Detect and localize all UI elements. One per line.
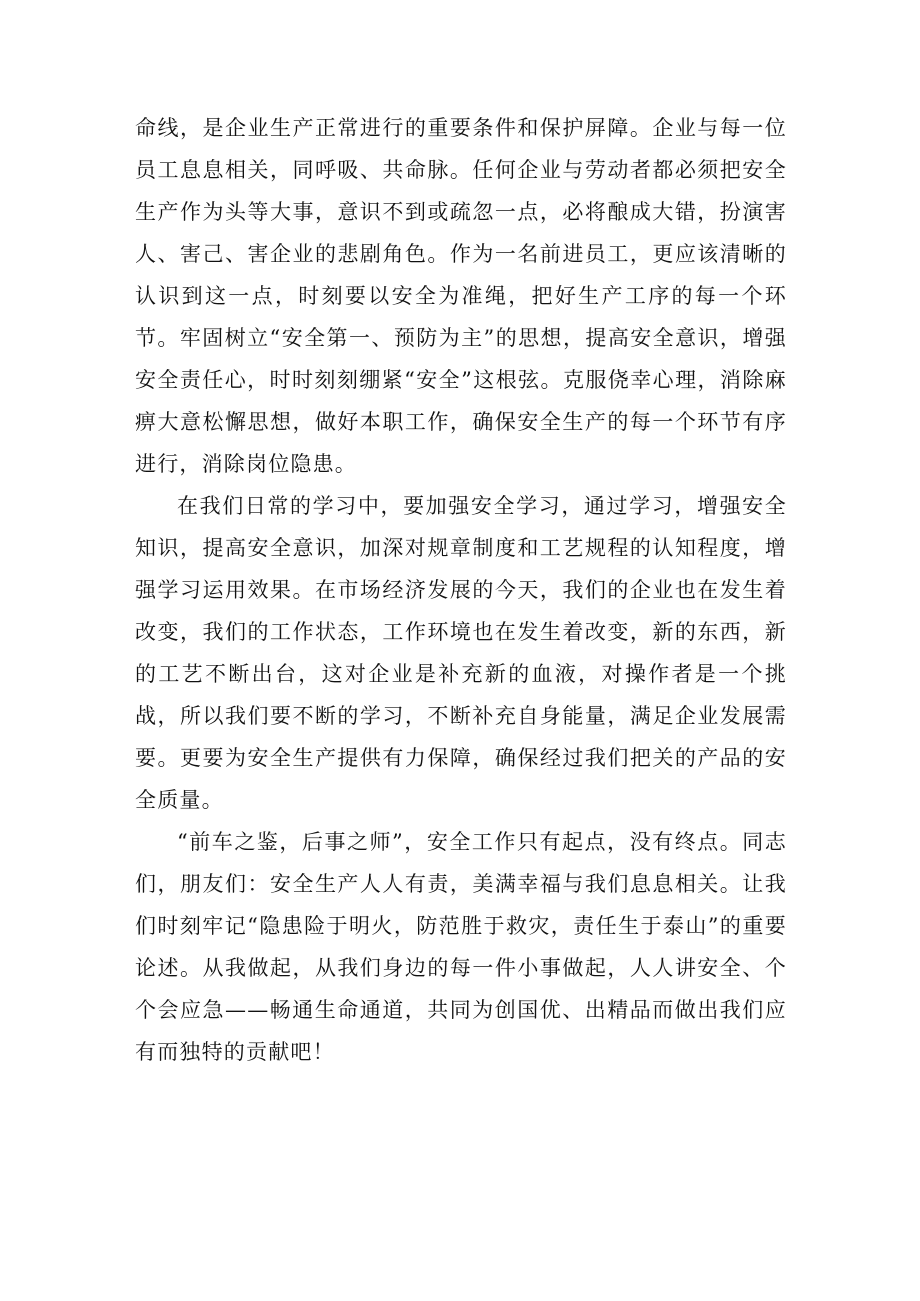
document-body [135, 107, 787, 1073]
paragraph-1: 命线，是企业生产正常进行的重要条件和保护屏障。企业与每一位员工息息相关，同呼吸、共命脉。任何企业与劳动者都必须把安全生产作为头等大事，意识不到或疏忽一点，必将酿成大错，扮演害人、害己、害企业的悲剧角色。作为一名前进员工，更应该清晰的认识到这一点，时刻要以安全为准绳，把好生产工序的每一个环节。牢固树立“安全第一、预防为主”的思想，提高安全意识，增强安全责任心，时时刻刻绷紧“安全”这根弦。克服侥幸心理，消除麻痹大意松懈思想，做好本职工作，确保安全生产的每一个环节有序进行，消除岗位隐患。 [135, 116, 787, 476]
paragraph-3: “前车之鉴，后事之师”，安全工作只有起点，没有终点。同志们，朋友们：安全生产人人有责，美满幸福与我们息息相关。让我们时刻牢记“隐患险于明火，防范胜于救灾，责任生于泰山”的重要论述。从我做起，从我们身边的每一件小事做起，人人讲安全、个个会应急——畅通生命通道，共同为创国优、出精品而做出我们应有而独特的贡献吧！ [135, 830, 787, 1064]
paragraph-2: 在我们日常的学习中，要加强安全学习，通过学习，增强安全知识，提高安全意识，加深对规章制度和工艺规程的认知程度，增强学习运用效果。在市场经济发展的今天，我们的企业也在发生着改变，我们的工作状态，工作环境也在发生着改变，新的东西，新的工艺不断出台，这对企业是补充新的血液，对操作者是一个挑战，所以我们要不断的学习，不断补充自身能量，满足企业发展需要。更要为安全生产提供有力保障，确保经过我们把关的产品的安全质量。 [135, 494, 787, 812]
